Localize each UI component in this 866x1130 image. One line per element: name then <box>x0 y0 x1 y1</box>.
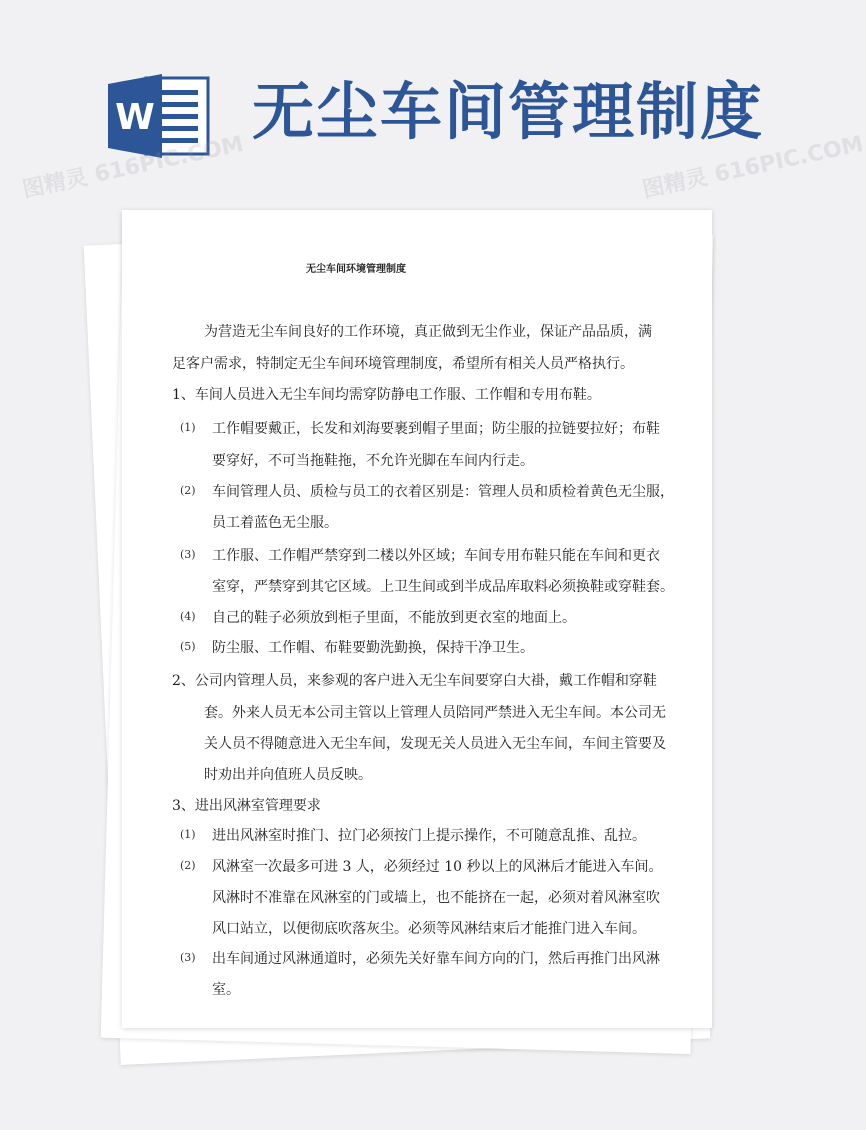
watermark: 图精灵 616PIC.COM <box>20 131 246 204</box>
item-line: 出车间通过风淋通道时，必须先关好靠车间方向的门，然后再推门出风淋 <box>212 951 660 967</box>
section-line: 关人员不得随意进入无尘车间，发现无关人员进入无尘车间，车间主管要及 <box>204 736 666 752</box>
item-number: (5) <box>180 640 196 653</box>
item-number: (3) <box>180 951 196 964</box>
item-line: 室。 <box>212 982 240 998</box>
section-line: 时劝出并向值班人员反映。 <box>204 767 372 783</box>
item-number: (1) <box>180 421 196 434</box>
section-heading: 3、进出风淋室管理要求 <box>172 798 321 814</box>
item-line: 防尘服、工作帽、布鞋要勤洗勤换，保持干净卫生。 <box>212 640 534 656</box>
word-icon-letter: W <box>115 97 155 138</box>
intro-line: 足客户需求，特制定无尘车间环境管理制度，希望所有相关人员严格执行。 <box>172 356 634 372</box>
section-line: 套。外来人员无本公司主管以上管理人员陪同严禁进入无尘车间。本公司无 <box>204 705 666 721</box>
item-line: 室穿，严禁穿到其它区域。上卫生间或到半成品库取料必须换鞋或穿鞋套。 <box>212 579 674 595</box>
item-line: 车间管理人员、质检与员工的衣着区别是：管理人员和质检着黄色无尘服， <box>212 484 674 500</box>
item-line: 进出风淋室时推门、拉门必须按门上提示操作，不可随意乱推、乱拉。 <box>212 828 646 844</box>
item-number: (3) <box>180 548 196 561</box>
item-line: 风口站立，以便彻底吹落灰尘。必须等风淋结束后才能推门进入车间。 <box>212 921 646 937</box>
document-title: 无尘车间环境管理制度 <box>306 264 406 275</box>
section-heading: 2、公司内管理人员，来参观的客户进入无尘车间要穿白大褂，戴工作帽和穿鞋 <box>172 673 657 689</box>
item-line: 自己的鞋子必须放到柜子里面，不能放到更衣室的地面上。 <box>212 610 576 626</box>
item-line: 风淋时不准靠在风淋室的门或墙上，也不能挤在一起，必须对着风淋室吹 <box>212 890 660 906</box>
banner-title: 无尘车间管理制度 <box>252 75 765 148</box>
item-line: 工作服、工作帽严禁穿到二楼以外区域；车间专用布鞋只能在车间和更衣 <box>212 548 660 564</box>
item-number: (2) <box>180 859 196 872</box>
item-line: 风淋室一次最多可进 3 人，必须经过 10 秒以上的风淋后才能进入车间。 <box>212 859 663 875</box>
item-line: 要穿好，不可当拖鞋拖，不允许光脚在车间内行走。 <box>212 453 534 469</box>
section-heading: 1、车间人员进入无尘车间均需穿防静电工作服、工作帽和专用布鞋。 <box>172 387 601 403</box>
banner <box>0 0 800 200</box>
item-line: 员工着蓝色无尘服。 <box>212 515 338 531</box>
item-line: 工作帽要戴正，长发和刘海要裹到帽子里面；防尘服的拉链要拉好；布鞋 <box>212 421 660 437</box>
item-number: (1) <box>180 828 196 841</box>
item-number: (2) <box>180 484 196 497</box>
item-number: (4) <box>180 610 196 623</box>
word-document-icon <box>108 74 214 158</box>
document-page <box>122 210 712 1028</box>
watermark: 图精灵 616PIC.COM <box>640 131 866 204</box>
intro-line: 为营造无尘车间良好的工作环境，真正做到无尘作业，保证产品品质，满 <box>204 324 652 340</box>
